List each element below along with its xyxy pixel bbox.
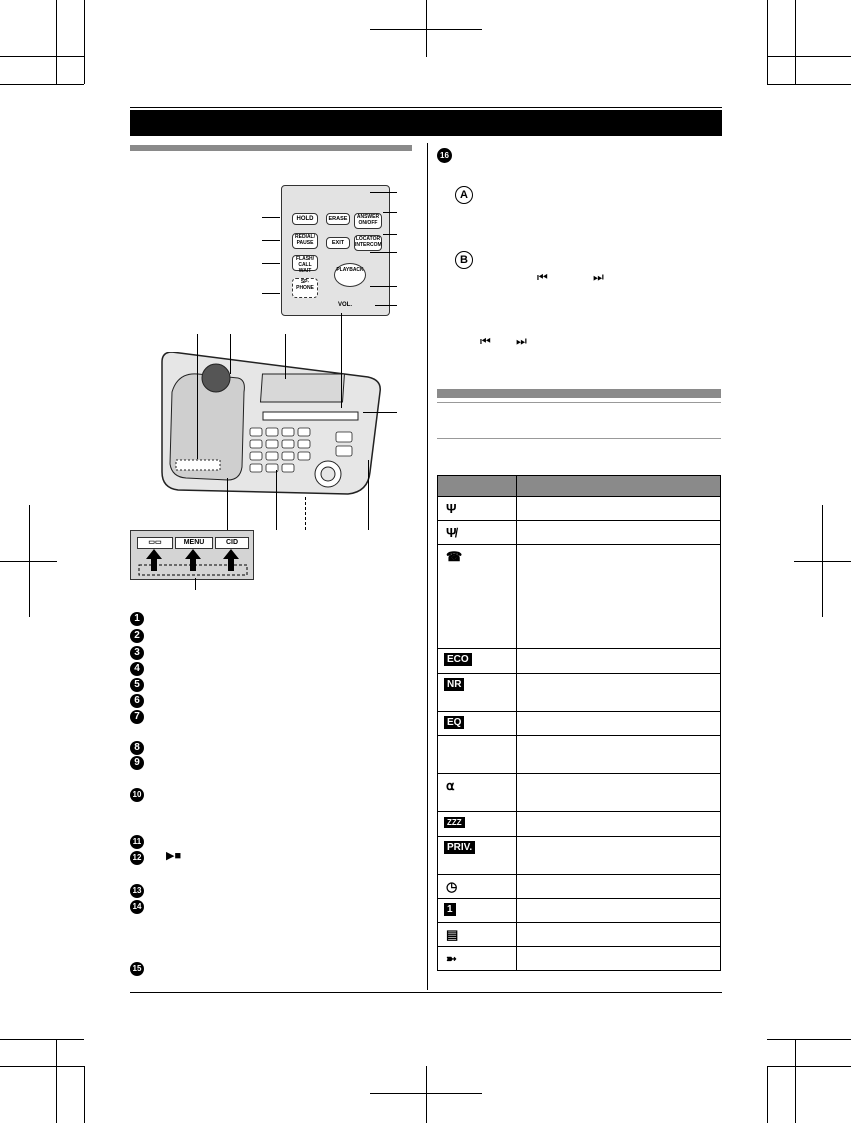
callout-line	[262, 293, 280, 294]
handset-icon: ☎	[446, 549, 463, 564]
crop-mark	[56, 1039, 57, 1123]
crop-mark	[84, 1066, 85, 1123]
letter-a-marker: A	[455, 186, 473, 204]
table-row	[438, 712, 721, 736]
item-number: 2	[130, 629, 144, 643]
line-icon: 1	[444, 903, 456, 916]
callout-line	[262, 217, 280, 218]
table-row	[438, 923, 721, 947]
item-number: 4	[130, 662, 144, 676]
table-row	[438, 521, 721, 545]
item-number: 6	[130, 694, 144, 708]
base-unit-illustration	[158, 352, 386, 497]
table-row	[438, 649, 721, 674]
item-number: 9	[130, 756, 144, 770]
alarm-icon: ◷	[446, 879, 458, 894]
callout-line	[368, 460, 369, 530]
soft-key-cid[interactable]: CID	[215, 537, 249, 549]
skip-back-icon: ⏮	[480, 334, 491, 348]
crop-mark	[0, 84, 84, 85]
callout-line	[227, 478, 228, 530]
antenna-flashing-icon: Ψ̸	[446, 525, 457, 540]
item-number: 14	[130, 900, 144, 914]
item-number: 13	[130, 884, 144, 898]
sp-phone-button[interactable]	[292, 278, 318, 298]
callout-line	[363, 412, 397, 413]
callout-line	[375, 305, 397, 306]
crop-mark	[795, 1039, 796, 1123]
soft-key-phonebook[interactable]: ▭▭	[137, 537, 173, 549]
crop-mark	[767, 1066, 768, 1123]
up-arrows-icon	[131, 547, 253, 577]
skip-forward-icon: ⏭	[516, 334, 527, 348]
antenna-icon: Ψ	[446, 501, 457, 516]
crop-mark	[0, 56, 84, 57]
table-row	[438, 545, 721, 649]
ringer-off-icon: ⍺	[446, 778, 455, 793]
callout-line	[195, 578, 196, 590]
soft-key-menu[interactable]: MENU	[175, 537, 213, 549]
eco-icon: ECO	[444, 653, 472, 666]
crop-mark	[426, 0, 427, 57]
sp-phone-label: SP-PHONE	[296, 279, 314, 291]
item-number: 1	[130, 612, 144, 626]
callout-line	[383, 212, 397, 213]
section-header-bar	[130, 110, 722, 136]
privacy-icon: PRIV.	[444, 841, 475, 854]
blocked-call-icon: ➼	[446, 951, 457, 966]
crop-mark	[84, 0, 85, 84]
vol-label: VOL.	[338, 302, 353, 308]
table-row	[438, 736, 721, 774]
item-number: 7	[130, 710, 144, 724]
column-divider	[427, 143, 428, 990]
table-row	[438, 812, 721, 837]
callout-line	[276, 470, 277, 530]
callout-line	[230, 334, 231, 374]
playback-button[interactable]: PLAYBACK	[334, 263, 366, 287]
item-number: 5	[130, 678, 144, 692]
callout-line	[262, 240, 280, 241]
table-row	[438, 899, 721, 923]
locator-intercom-button[interactable]: LOCATOR INTERCOM	[354, 235, 382, 251]
erase-button[interactable]: ERASE	[326, 213, 350, 225]
crop-mark	[822, 505, 823, 617]
rule	[437, 438, 721, 439]
subsection-bar	[130, 145, 412, 151]
crop-mark	[767, 84, 851, 85]
crop-mark	[767, 1066, 851, 1067]
callout-line	[341, 313, 342, 408]
equalizer-icon: EQ	[444, 716, 464, 729]
callout-line	[383, 234, 397, 235]
item-number: 3	[130, 646, 144, 660]
table-row	[438, 774, 721, 812]
table-row	[438, 674, 721, 712]
exit-button[interactable]: EXIT	[326, 237, 350, 249]
display-section-bar	[437, 389, 721, 398]
callout-line	[370, 286, 397, 287]
item-number: 16	[437, 148, 452, 163]
answer-on-off-button[interactable]: ANSWER ON/OFF	[354, 213, 382, 229]
noise-reduction-icon: NR	[444, 678, 464, 691]
skip-forward-icon: ⏭	[593, 270, 604, 284]
callout-line	[370, 252, 397, 253]
callout-line	[262, 263, 280, 264]
crop-mark	[795, 0, 796, 84]
silent-mode-icon: ZZZ	[444, 817, 465, 828]
table-row	[438, 497, 721, 521]
table-row	[438, 837, 721, 875]
item-number: 15	[130, 962, 144, 976]
crop-mark	[0, 1066, 84, 1067]
item-number: 8	[130, 741, 144, 755]
letter-b-marker: B	[455, 251, 473, 269]
play-stop-icon: ▶■	[166, 850, 182, 862]
table-header-cell	[517, 476, 721, 497]
table-header-cell	[438, 476, 517, 497]
redial-button[interactable]: REDIAL/ PAUSE	[292, 233, 318, 249]
item-number: 10	[130, 788, 144, 802]
item-number: 11	[130, 835, 144, 849]
crop-mark	[0, 1039, 84, 1040]
base-control-panel	[281, 185, 390, 316]
display-icons-table	[437, 475, 721, 971]
item-number: 12	[130, 851, 144, 865]
crop-mark	[426, 1066, 427, 1123]
callout-line	[370, 192, 397, 193]
rule	[437, 402, 721, 403]
callout-line	[197, 334, 198, 459]
soft-key-strip-detail	[130, 530, 254, 580]
table-row	[438, 875, 721, 899]
table-row	[438, 947, 721, 971]
crop-mark	[767, 1039, 851, 1040]
footer-rule	[130, 992, 722, 993]
flash-button[interactable]: FLASH/ CALL WAIT	[292, 255, 318, 271]
crop-mark	[767, 56, 851, 57]
crop-mark	[56, 0, 57, 84]
callout-line	[305, 497, 307, 530]
battery-icon: ▤	[446, 927, 459, 942]
header-rule	[130, 107, 722, 108]
callout-line	[285, 334, 286, 379]
crop-mark	[767, 0, 768, 84]
crop-mark	[29, 505, 30, 617]
hold-button[interactable]: HOLD	[292, 213, 318, 225]
skip-back-icon: ⏮	[537, 270, 548, 284]
